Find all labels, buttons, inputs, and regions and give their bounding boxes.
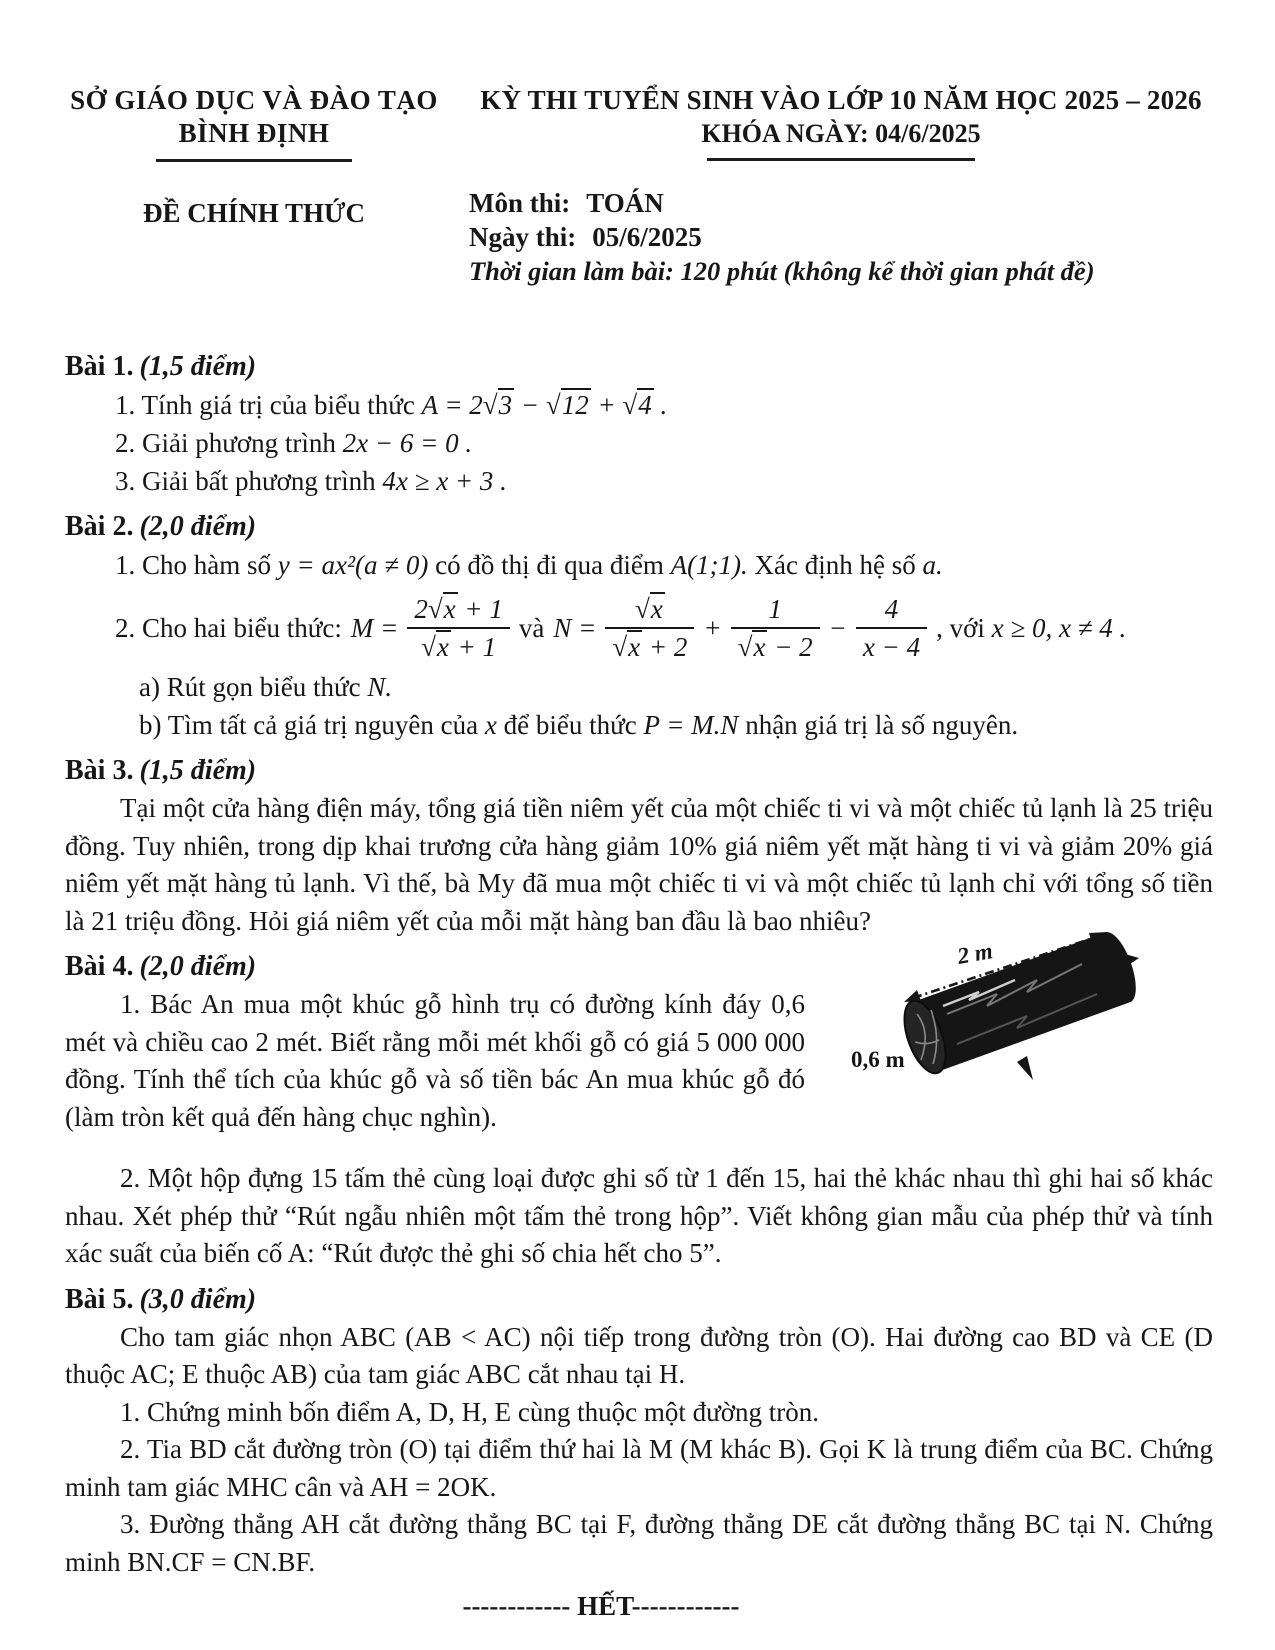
problem-5-item-2: 2. Tia BD cắt đường tròn (O) tại điểm thứ hai là M (M khác B). Gọi K là trung điểm của BC. Chứng minh tam giác MHC cân và AH = 2OK. bbox=[65, 1434, 1213, 1502]
problem-2-heading bbox=[65, 508, 1213, 546]
math-expression: a. bbox=[922, 550, 943, 580]
diameter-label: 0,6 m bbox=[851, 1047, 905, 1072]
log-illustration bbox=[896, 932, 1139, 1080]
log-figure bbox=[847, 914, 1147, 1092]
problem-2-sub-b: b) Tìm tất cả giá trị nguyên của x để biểu thức P = M.N nhận giá trị là số nguyên. bbox=[139, 710, 1019, 740]
header bbox=[65, 84, 1213, 162]
math-expression: y = ax²(a ≠ 0) bbox=[277, 550, 429, 580]
exam-session: KHÓA NGÀY: 04/6/2025 bbox=[701, 119, 981, 148]
math-expression: N. bbox=[367, 672, 393, 702]
fraction-N3: $\frac{4}{x - 4}$ bbox=[856, 594, 927, 662]
issuer-underline bbox=[156, 159, 352, 162]
problem-1-item-2: 2. Giải phương trình 2x − 6 = 0 . bbox=[115, 428, 473, 458]
problem-3-text: Tại một cửa hàng điện máy, tổng giá tiền niêm yết của một chiếc ti vi và một chiếc tủ lạnh là 25 triệu đồng. Tuy nhiên, trong dịp khai trương cửa hàng giảm 10% giá niêm yết mặt hàng ti vi và giảm 20% giá niêm yết mặt hàng tủ lạnh. Vì thế, bà My đã mua một chiếc ti vi và một chiếc tủ lạnh chỉ với tổng số tiền là 21 triệu đồng. Hỏi giá niêm yết của mỗi mặt hàng ban đầu là bao nhiêu? bbox=[65, 793, 1213, 936]
problem-5-item-1: 1. Chứng minh bốn điểm A, D, H, E cùng thuộc một đường tròn. bbox=[120, 1396, 820, 1427]
duration-line: Thời gian làm bài: 120 phút (không kể thời gian phát đề) bbox=[469, 256, 1095, 286]
math-expression: A(1;1). bbox=[670, 550, 748, 580]
problem-5-number: Bài 5. bbox=[65, 1283, 134, 1315]
problem-2-item-2: 2. Cho hai biểu thức: M = $\frac{2√x + 1}{√x + 1}$ và N = $\frac{√x}{√x + 2}$ + $\frac{1}{√x - 2}$ − $\frac{4}{x - 4}$ , với x ≥ 0, x ≠ 4 . bbox=[115, 594, 1127, 662]
math-expression: A = 2√3 − √12 + √4 . bbox=[421, 390, 668, 420]
problem-4 bbox=[65, 938, 1213, 1273]
fraction-N1: $\frac{√x}{√x + 2}$ bbox=[605, 594, 694, 662]
problem-1-item-1: 1. Tính giá trị của biểu thức A = 2√3 − √12 + √4 . bbox=[115, 390, 668, 420]
problem-1-item-3: 3. Giải bất phương trình 4x ≥ x + 3 . bbox=[115, 466, 507, 496]
problem-1-points: (1,5 điểm) bbox=[139, 351, 257, 382]
math-expression: 4x ≥ x + 3 . bbox=[382, 466, 507, 496]
subject-line bbox=[469, 186, 1213, 220]
math-expression: P = M.N bbox=[643, 710, 739, 740]
math-expression: x bbox=[484, 710, 497, 740]
problem-2-sub-a: a) Rút gọn biểu thức N. bbox=[139, 672, 393, 702]
header-title-block bbox=[443, 84, 1213, 162]
minus-operator: − bbox=[828, 612, 847, 643]
problem-2-number: Bài 2. bbox=[65, 511, 134, 542]
problem-3-number: Bài 3. bbox=[65, 755, 134, 786]
problem-4-number: Bài 4. bbox=[65, 951, 134, 982]
problem-5-points: (3,0 điểm) bbox=[139, 1283, 257, 1315]
problem-3-points: (1,5 điểm) bbox=[139, 755, 257, 786]
subject-label: Môn thi: bbox=[469, 188, 571, 218]
subject-value: TOÁN bbox=[586, 188, 664, 218]
fraction-M: $\frac{2√x + 1}{√x + 1}$ bbox=[407, 594, 510, 662]
date-value: 05/6/2025 bbox=[592, 222, 702, 252]
math-condition: x ≥ 0, x ≠ 4 . bbox=[991, 612, 1127, 643]
exam-title: KỲ THI TUYỂN SINH VÀO LỚP 10 NĂM HỌC 2025 – 2026 bbox=[480, 85, 1202, 115]
plus-operator: + bbox=[703, 612, 722, 643]
header-row2 bbox=[65, 186, 1213, 288]
problem-5 bbox=[65, 1281, 1213, 1582]
problem-2-item-1: 1. Cho hàm số y = ax²(a ≠ 0) có đồ thị đi qua điểm A(1;1). Xác định hệ số a. bbox=[115, 550, 943, 580]
problem-4-item-1: 1. Bác An mua một khúc gỗ hình trụ có đường kính đáy 0,6 mét và chiều cao 2 mét. Biết rằng mỗi mét khối gỗ có giá 5 000 000 đồng. Tính thể tích của khúc gỗ và số tiền bác An mua khúc gỗ đó (làm tròn kết quả đến hàng chục nghìn). bbox=[65, 989, 805, 1132]
problem-1-number: Bài 1. bbox=[65, 351, 134, 382]
title-underline bbox=[707, 158, 975, 161]
math-N-label: N = bbox=[553, 612, 597, 643]
problem-3-heading bbox=[65, 752, 1213, 790]
problem-2-points: (2,0 điểm) bbox=[139, 511, 257, 542]
header-issuer-block bbox=[65, 84, 443, 162]
issuer-line2: BÌNH ĐỊNH bbox=[178, 118, 330, 148]
date-label: Ngày thi: bbox=[469, 222, 577, 252]
length-label: 2 m bbox=[955, 938, 995, 969]
exam-info-block bbox=[443, 186, 1213, 288]
problem-4-item-2: 2. Một hộp đựng 15 tấm thẻ cùng loại được ghi số từ 1 đến 15, hai thẻ khác nhau thì ghi hai số khác nhau. Xét phép thử “Rút ngẫu nhiên một tấm thẻ trong hộp”. Viết không gian mẫu của phép thử và tính xác suất của biến cố A: “Rút được thẻ ghi số chia hết cho 5”. bbox=[65, 1163, 1213, 1268]
problem-1 bbox=[65, 348, 1213, 500]
fraction-N2: $\frac{1}{√x - 2}$ bbox=[731, 594, 820, 662]
problem-2 bbox=[65, 508, 1213, 744]
math-M-label: M = bbox=[350, 612, 399, 643]
math-expression: 2x − 6 = 0 . bbox=[342, 428, 473, 458]
official-exam-label: ĐỀ CHÍNH THỨC bbox=[142, 198, 366, 228]
problem-3 bbox=[65, 752, 1213, 940]
problem-5-intro: Cho tam giác nhọn ABC (AB < AC) nội tiếp trong đường tròn (O). Hai đường cao BD và CE (D thuộc AC; E thuộc AB) của tam giác ABC cắt nhau tại H. bbox=[65, 1321, 1213, 1389]
problem-4-points: (2,0 điểm) bbox=[139, 951, 257, 982]
issuer-line1: SỞ GIÁO DỤC VÀ ĐÀO TẠO bbox=[70, 85, 438, 115]
date-line bbox=[469, 220, 1213, 254]
exam-body bbox=[65, 348, 1213, 1622]
end-marker: ------------ HẾT------------ bbox=[462, 1591, 740, 1621]
problem-5-heading bbox=[65, 1281, 1213, 1319]
problem-5-item-3: 3. Đường thẳng AH cắt đường thẳng BC tại F, đường thẳng DE cắt đường thẳng BC tại N. Chứng minh BN.CF = CN.BF. bbox=[65, 1509, 1213, 1577]
problem-1-heading bbox=[65, 348, 1213, 386]
